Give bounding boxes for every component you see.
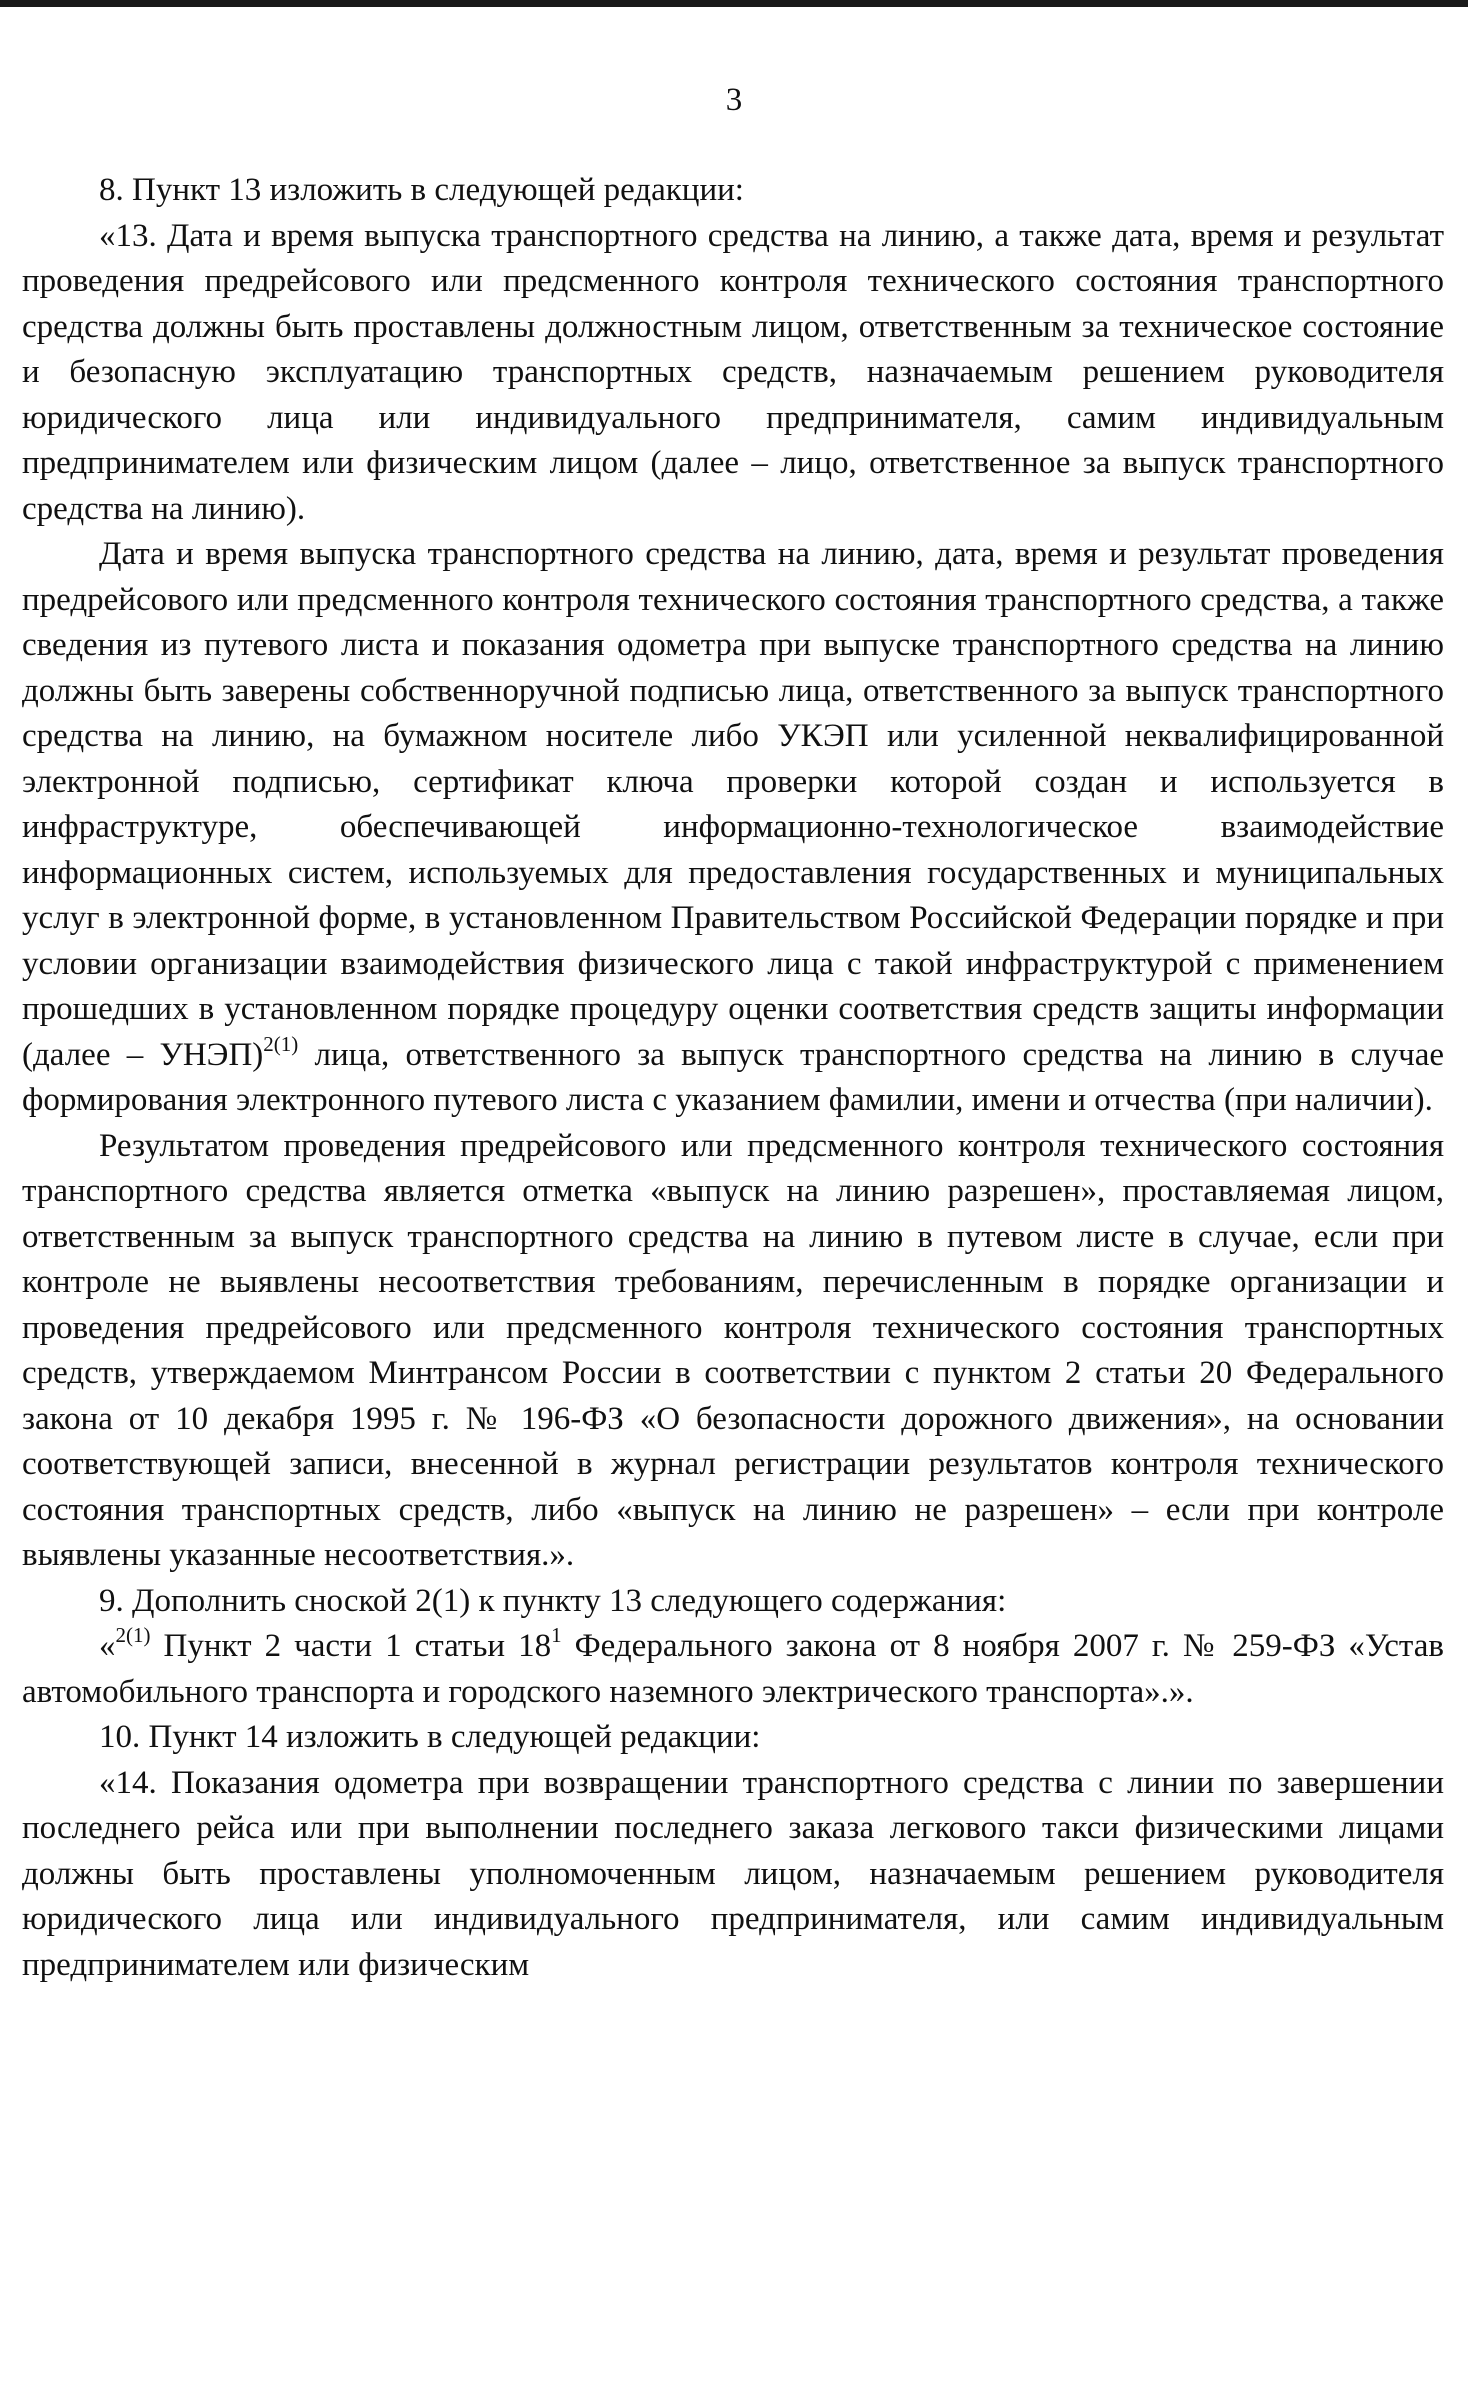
footnote-marker: 2(1)	[115, 1623, 151, 1647]
page-top-edge	[0, 0, 1468, 7]
paragraph-item-9: 9. Дополнить сноской 2(1) к пункту 13 следующего содержания:	[99, 1582, 1007, 1619]
paragraph-signature-requirements	[22, 532, 1444, 1124]
paragraph-item-10: 10. Пункт 14 изложить в следующей редакции:	[99, 1719, 761, 1755]
paragraph-control-result: Результатом проведения предрейсового или предсменного контроля технического состояния транспортного средства является отметка «выпуск на линию разрешен», проставляемая лицом, ответственным за выпуск транспортного средства на линию в путевом листе в случае, если при контроле не выявлены несоответствия требованиям, перечисленным в порядке организации и проведения предрейсового или предсменного контроля технического состояния транспортных средств, утверждаемом Минтрансом России в соответствии с пунктом 2 статьи 20 Федерального закона от 10 декабря 1995 г. № 196-ФЗ «О безопасности дорожного движения», на основании соответствующей записи, внесенной в журнал регистрации результатов контроля технического состояния транспортных средств, либо «выпуск на линию не разрешен» – если при контроле выявлены указанные несоответствия.».	[22, 1127, 1444, 1573]
page-number: 3	[725, 82, 743, 118]
paragraph-text: «	[99, 1628, 116, 1664]
paragraph-text: Пункт 2 части 1 статьи 18	[150, 1628, 552, 1664]
paragraph-footnote-text	[22, 1624, 1444, 1715]
paragraph-point-13: «13. Дата и время выпуска транспортного средства на линию, а также дата, время и результат проведения предрейсового или предсменного контроля технического состояния транспортного средства должны быть проставлены должностным лицом, ответственным за техническое состояние и безопасную эксплуатацию транспортных средств, назначаемым решением руководителя юридического лица или индивидуального предпринимателя, самим индивидуальным предпринимателем или физическим лицом (далее – лицо, ответственное за выпуск транспортного средства на линию).	[22, 217, 1444, 527]
footnote-marker: 2(1)	[263, 1031, 299, 1056]
paragraph-point-14: «14. Показания одометра при возвращении транспортного средства с линии по завершении последнего рейса или при выполнении последнего заказа легкового такси физическими лицами должны быть проставлены уполномоченным лицом, назначаемым решением руководителя юридического лица или индивидуального предпринимателя, или самим индивидуальным предпринимателем или физическим	[22, 1764, 1444, 1983]
paragraph-text: лица, ответственного за выпуск транспортного средства на линию в случае формирования электронного путевого листа с указанием фамилии, имени и отчества (при наличии).	[22, 1036, 1445, 1118]
article-superscript: 1	[551, 1623, 562, 1647]
paragraph-text: Федерального закона от 8 ноября 2007 г. № 259-ФЗ «Устав автомобильного транспорта и городского наземного электрического транспорта».».	[22, 1628, 1444, 1710]
paragraph-item-8: 8. Пункт 13 изложить в следующей редакции:	[99, 172, 744, 208]
document-body	[22, 168, 1444, 1988]
paragraph-text: Дата и время выпуска транспортного средства на линию, дата, время и результат проведения предрейсового или предсменного контроля технического состояния транспортного средства, а также сведения из путевого листа и показания одометра при выпуске транспортного средства на линию должны быть заверены собственноручной подписью лица, ответственного за выпуск транспортного средства на линию, на бумажном носителе либо УКЭП или усиленной неквалифицированной электронной подписью, сертификат ключа проверки которой создан и используется в инфраструктуре, обеспечивающей информационно-технологическое взаимодействие информационных систем, используемых для предоставления государственных и муниципальных услуг в электронной форме, в установленном Правительством Российской Федерации порядке и при условии организации взаимодействия физического лица с такой инфраструктурой с применением прошедших в установленном порядке процедуру оценки соответствия средств защиты информации (далее – УНЭП)	[22, 536, 1444, 1073]
